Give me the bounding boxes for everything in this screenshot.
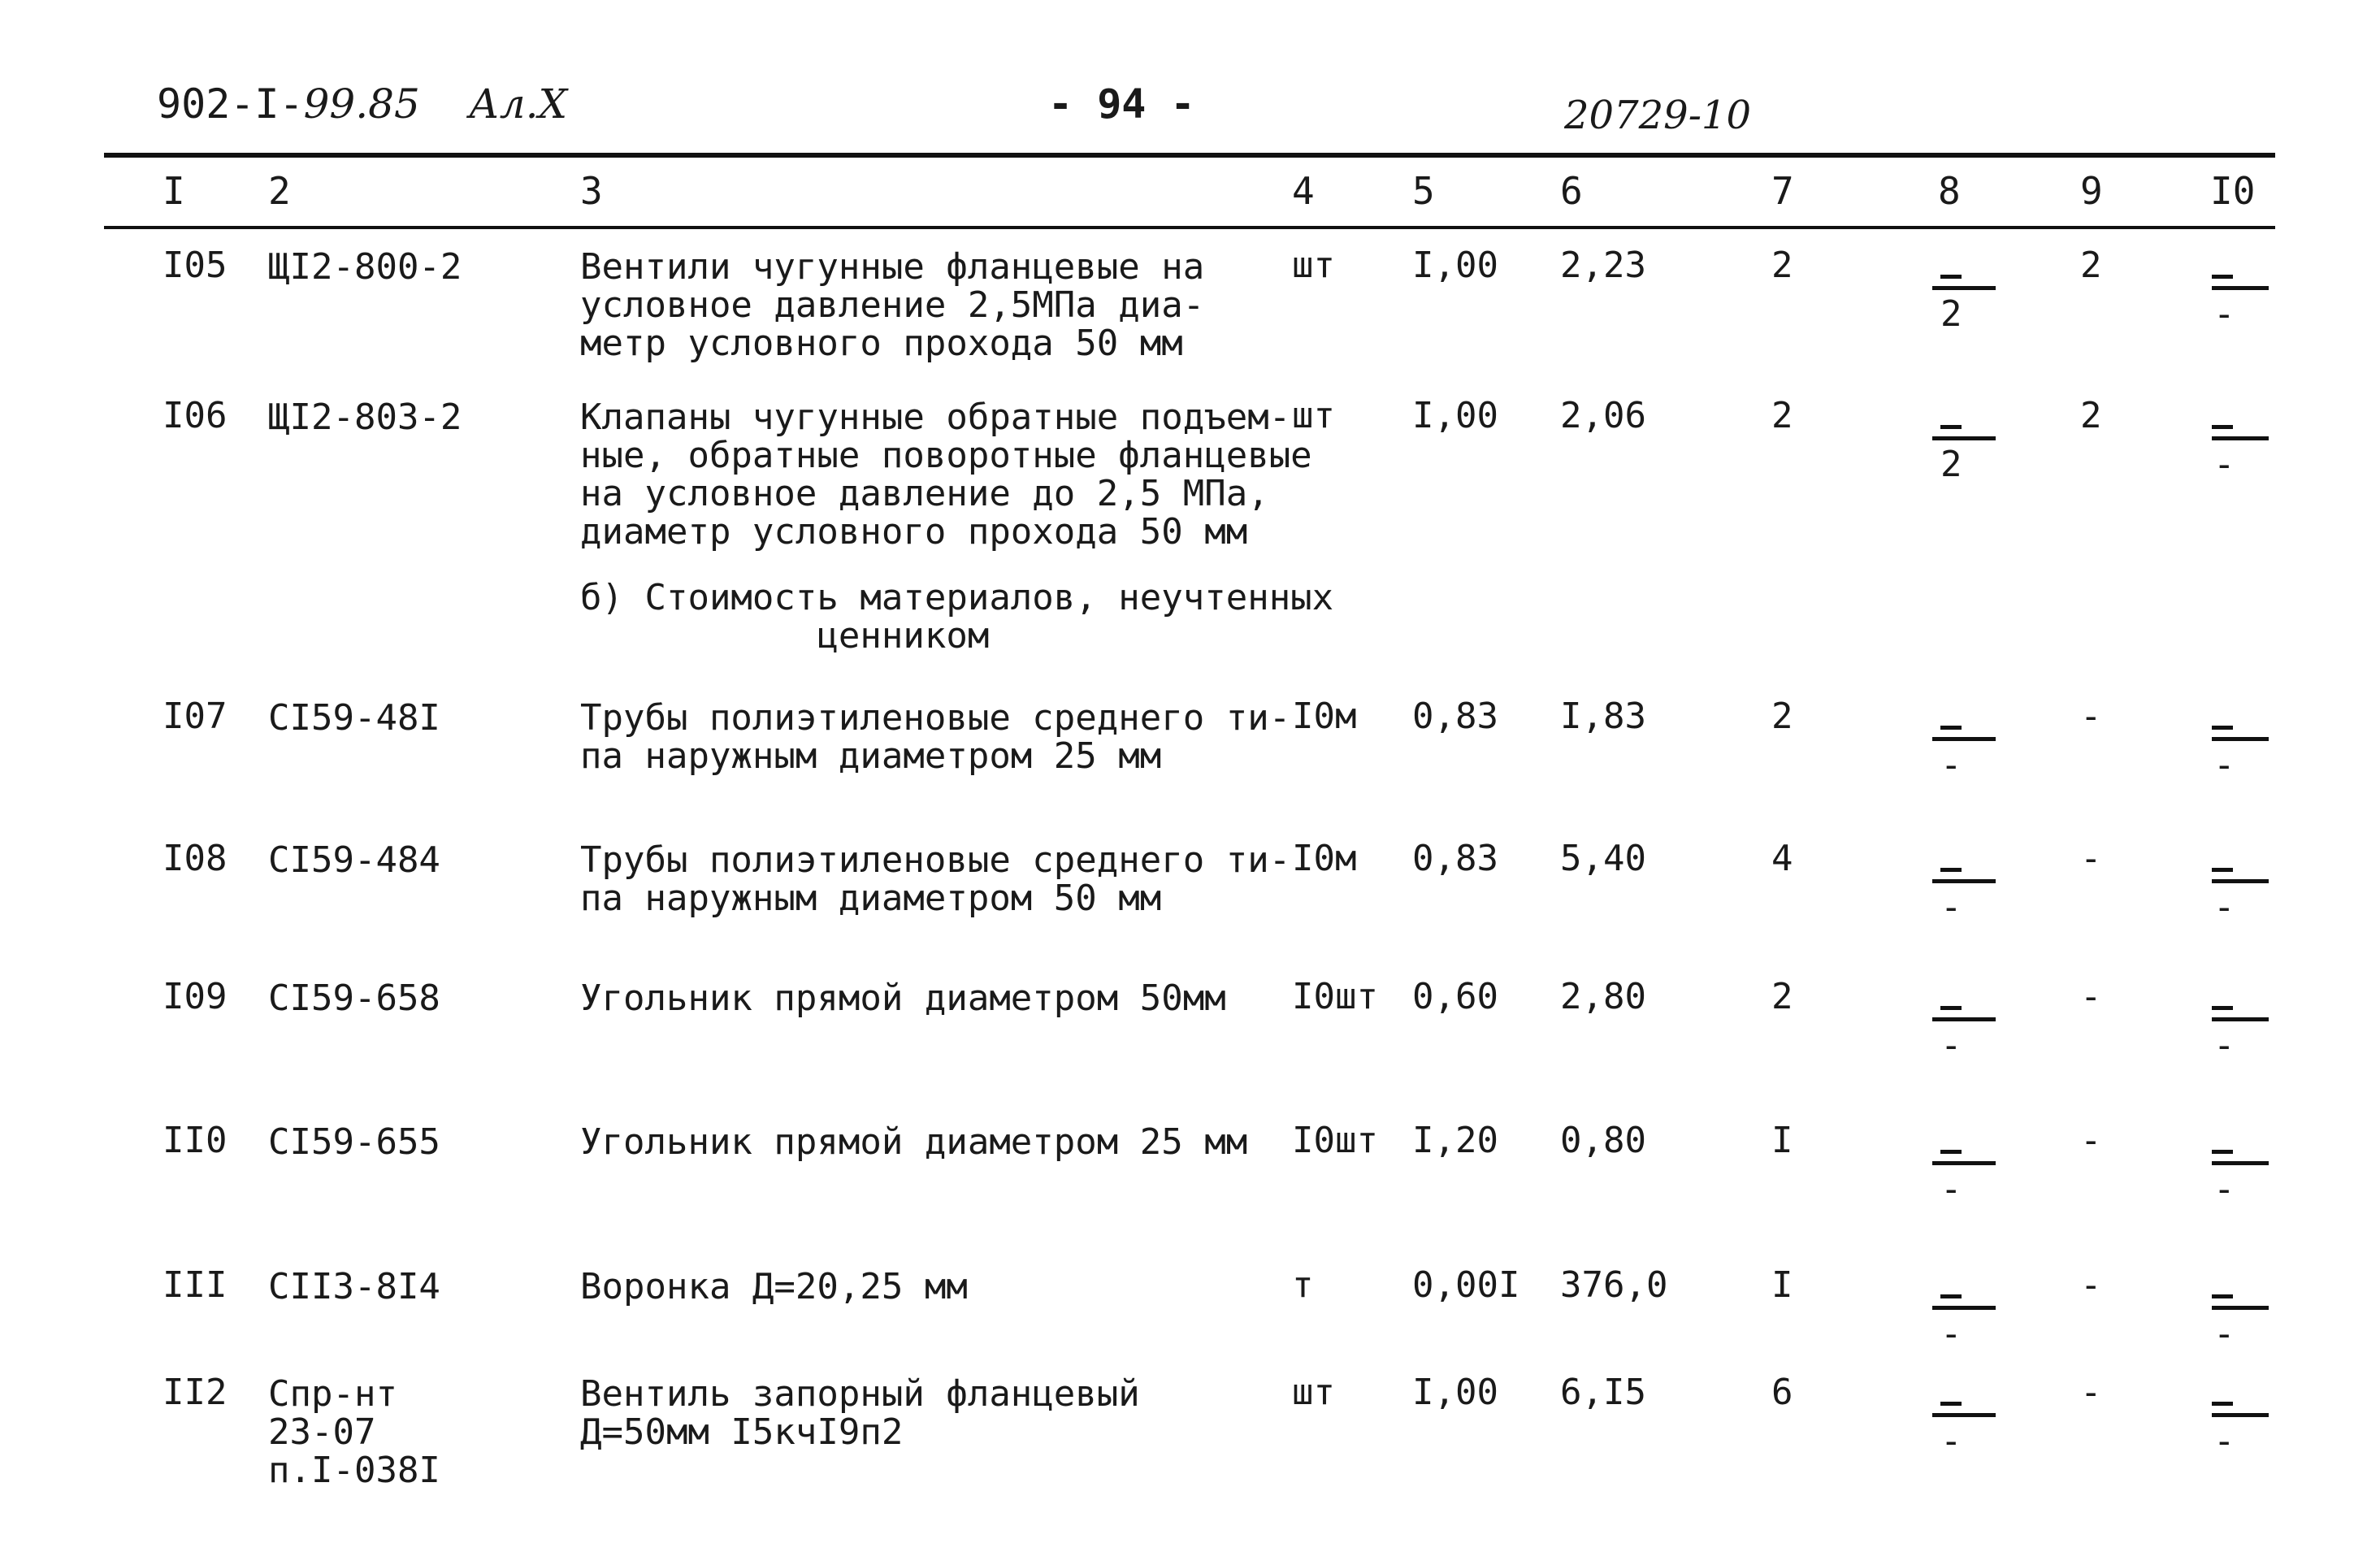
column-8-dash [1940, 1294, 1962, 1298]
column-10-value: - [2213, 293, 2235, 335]
doc-code-prefix: 902-I- [157, 80, 304, 128]
column-header: I0 [2210, 169, 2256, 213]
column-8-value: - [1940, 1420, 1962, 1462]
column-9-value: - [2080, 1120, 2102, 1161]
column-header: 6 [1560, 169, 1583, 213]
row-number: III [163, 1264, 228, 1306]
row-number: II0 [163, 1120, 228, 1161]
column-9-value: - [2080, 976, 2102, 1017]
unit: т [1292, 1264, 1314, 1306]
unit: шт [1292, 1372, 1335, 1413]
item-description: Угольник прямой диаметром 25 мм [580, 1121, 1248, 1163]
column-8-fraction-line [1932, 1306, 1996, 1310]
column-9-value: - [2080, 1264, 2102, 1306]
unit: шт [1292, 395, 1335, 436]
column-8-dash [1940, 1402, 1962, 1406]
unit-price: 2,06 [1560, 395, 1646, 436]
price-code: CI59-484 [268, 839, 440, 881]
unit: шт [1292, 245, 1335, 286]
header-rule [104, 226, 2275, 229]
row-number: I05 [163, 245, 228, 286]
unit: I0шт [1292, 976, 1378, 1017]
column-10-dash [2212, 275, 2233, 279]
column-10-fraction-line [2212, 1161, 2269, 1165]
item-description: Воронка Д=20,25 мм [580, 1266, 968, 1307]
column-8-fraction-line [1932, 1161, 1996, 1165]
column-10-dash [2212, 425, 2233, 429]
total: 2 [1771, 245, 1793, 286]
column-8-value: 2 [1940, 444, 1962, 485]
quantity: 0,83 [1412, 838, 1498, 879]
column-header: I [163, 169, 185, 213]
row-number: II2 [163, 1372, 228, 1413]
column-10-value: - [2213, 1025, 2235, 1066]
column-9-value: 2 [2080, 395, 2102, 436]
quantity: 0,60 [1412, 976, 1498, 1017]
column-8-fraction-line [1932, 1017, 1996, 1021]
unit-price: 0,80 [1560, 1120, 1646, 1161]
column-9-value: 2 [2080, 245, 2102, 286]
column-header: 4 [1292, 169, 1315, 213]
row-number: I06 [163, 395, 228, 436]
column-10-fraction-line [2212, 1306, 2269, 1310]
column-8-fraction-line [1932, 286, 1996, 290]
column-10-fraction-line [2212, 1017, 2269, 1021]
column-8-fraction-line [1932, 737, 1996, 741]
column-8-fraction-line [1932, 1413, 1996, 1417]
row-number: I07 [163, 696, 228, 737]
unit-price: 5,40 [1560, 838, 1646, 879]
column-10-dash [2212, 1402, 2233, 1406]
column-10-fraction-line [2212, 1413, 2269, 1417]
total: I [1771, 1264, 1793, 1306]
price-code: CII3-8I4 [268, 1266, 440, 1307]
item-description: Трубы полиэтиленовые среднего ти- па наружным диаметром 25 мм [580, 697, 1291, 777]
unit-price: I,83 [1560, 696, 1646, 737]
item-description: Вентили чугунные фланцевые на условное давление 2,5МПа диа- метр условного прохода 50 мм [580, 246, 1205, 364]
section-heading: б) Стоимость материалов, неучтенных ценником [580, 577, 1334, 657]
column-10-dash [2212, 1294, 2233, 1298]
unit-price: 2,23 [1560, 245, 1646, 286]
quantity: I,00 [1412, 1372, 1498, 1413]
column-header: 9 [2080, 169, 2103, 213]
column-8-dash [1940, 275, 1962, 279]
column-10-fraction-line [2212, 737, 2269, 741]
row-number: I09 [163, 976, 228, 1017]
unit-price: 376,0 [1560, 1264, 1668, 1306]
column-8-fraction-line [1932, 436, 1996, 440]
price-code: CI59-658 [268, 978, 440, 1019]
column-10-value: - [2213, 1168, 2235, 1210]
quantity: 0,00I [1412, 1264, 1520, 1306]
inventory-number: 20729-10 [1564, 93, 1751, 138]
page-number: - 94 - [1048, 80, 1195, 128]
item-description: Клапаны чугунные обратные подъем- ные, обратные поворотные фланцевые на условное давление до 2,5 МПа, диаметр условного прохода 50 мм [580, 397, 1312, 553]
column-8-value: 2 [1940, 293, 1962, 335]
column-header: 8 [1938, 169, 1961, 213]
column-8-dash [1940, 1150, 1962, 1154]
column-10-fraction-line [2212, 436, 2269, 440]
column-9-value: - [2080, 1372, 2102, 1413]
unit-price: 2,80 [1560, 976, 1646, 1017]
price-code: ЩI2-800-2 [268, 246, 462, 288]
total: 4 [1771, 838, 1793, 879]
column-8-value: - [1940, 1168, 1962, 1210]
column-8-value: - [1940, 887, 1962, 928]
column-header: 2 [268, 169, 291, 213]
unit: I0м [1292, 696, 1357, 737]
column-header: 3 [580, 169, 603, 213]
item-description: Трубы полиэтиленовые среднего ти- па наружным диаметром 50 мм [580, 839, 1291, 919]
column-9-value: - [2080, 696, 2102, 737]
quantity: I,00 [1412, 245, 1498, 286]
column-8-dash [1940, 868, 1962, 872]
column-10-value: - [2213, 1420, 2235, 1462]
item-description: Вентиль запорный фланцевый Д=50мм I5кчI9п2 [580, 1373, 1140, 1453]
doc-code-handwritten: 99.85 [303, 80, 420, 128]
total: 6 [1771, 1372, 1793, 1413]
unit-price: 6,I5 [1560, 1372, 1646, 1413]
column-8-value: - [1940, 744, 1962, 786]
price-code: CI59-48I [268, 697, 440, 739]
quantity: 0,83 [1412, 696, 1498, 737]
column-10-fraction-line [2212, 286, 2269, 290]
column-9-value: - [2080, 838, 2102, 879]
quantity: I,20 [1412, 1120, 1498, 1161]
column-10-dash [2212, 726, 2233, 730]
column-8-dash [1940, 1006, 1962, 1010]
column-header: 7 [1771, 169, 1794, 213]
row-number: I08 [163, 838, 228, 879]
column-10-dash [2212, 1006, 2233, 1010]
column-8-fraction-line [1932, 879, 1996, 883]
column-8-dash [1940, 726, 1962, 730]
price-code: ЩI2-803-2 [268, 397, 462, 438]
total: 2 [1771, 696, 1793, 737]
column-10-value: - [2213, 744, 2235, 786]
column-10-value: - [2213, 887, 2235, 928]
total: 2 [1771, 395, 1793, 436]
price-code: CI59-655 [268, 1121, 440, 1163]
total: I [1771, 1120, 1793, 1161]
price-code: Спр-нт 23-07 п.I-038I [268, 1373, 440, 1491]
doc-code-suffix: Ал.X [468, 80, 568, 128]
column-8-value: - [1940, 1025, 1962, 1066]
unit: I0м [1292, 838, 1357, 879]
column-10-dash [2212, 1150, 2233, 1154]
column-header: 5 [1412, 169, 1435, 213]
total: 2 [1771, 976, 1793, 1017]
column-10-dash [2212, 868, 2233, 872]
quantity: I,00 [1412, 395, 1498, 436]
item-description: Угольник прямой диаметром 50мм [580, 978, 1226, 1019]
unit: I0шт [1292, 1120, 1378, 1161]
column-10-value: - [2213, 444, 2235, 485]
top-rule [104, 153, 2275, 158]
column-10-value: - [2213, 1313, 2235, 1355]
doc-code [157, 80, 568, 128]
column-8-value: - [1940, 1313, 1962, 1355]
column-8-dash [1940, 425, 1962, 429]
column-10-fraction-line [2212, 879, 2269, 883]
